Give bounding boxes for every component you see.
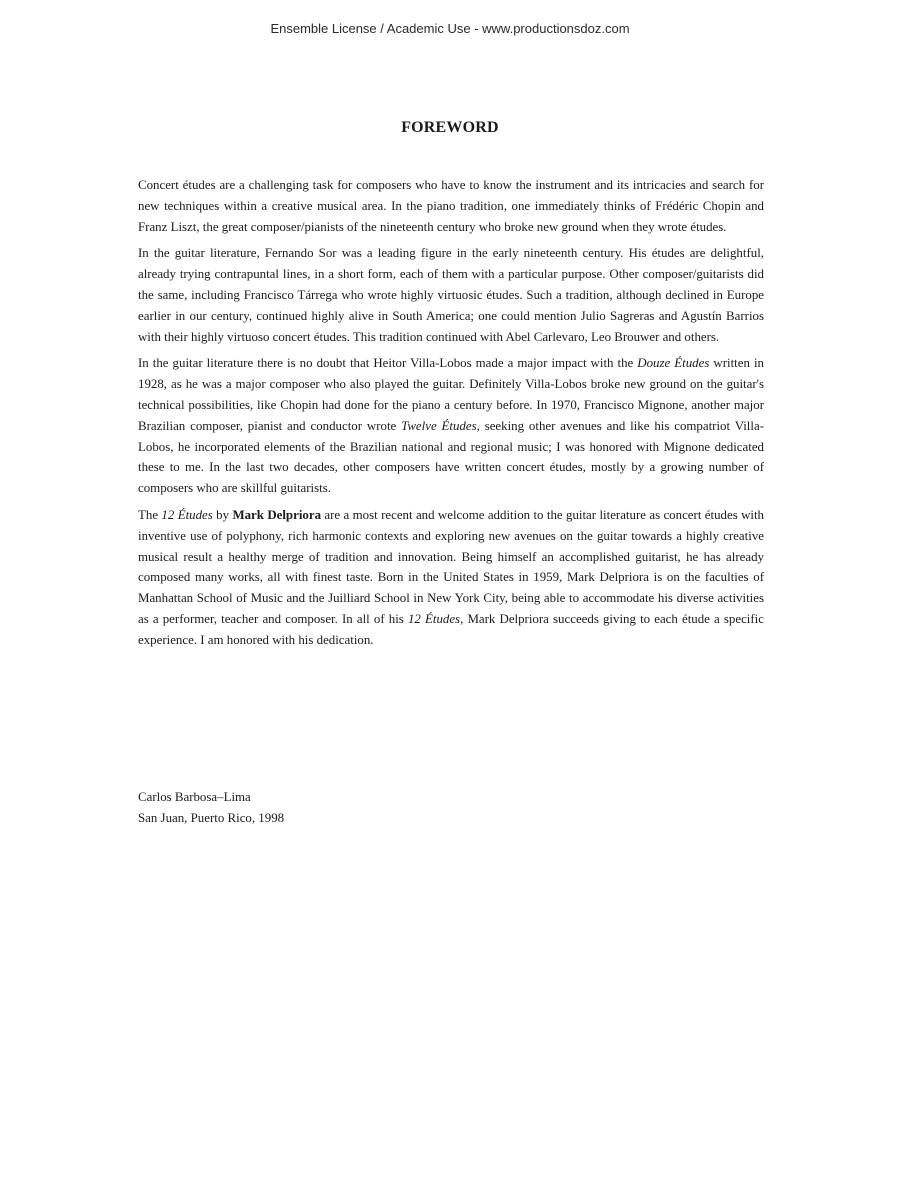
foreword-body xyxy=(138,175,764,657)
text-span: by xyxy=(212,507,233,522)
text-span: written in 1928, as he was a major composer who also played the guitar. Definitely Villa-Lobos broke new ground on the guitar's technical possibilities, like Chopin had done for the piano a century before. In 1970, Francisco Mignone, another major Brazilian composer, pianist and conductor wrote xyxy=(138,356,764,433)
work-title-12-etudes: 12 Études xyxy=(161,507,213,522)
page-title: FOREWORD xyxy=(401,119,499,136)
text-span: In the guitar literature there is no doubt that Heitor Villa-Lobos made a major impact with the xyxy=(138,356,638,371)
text-span: are a most recent and welcome addition to the guitar literature as concert études with inventive use of polyphony, rich harmonic contexts and exploring new avenues on the guitar towards a highly creative musical result a healthy merge of tradition and innovation. Being himself an accomplished guitarist, he has already composed many works, all with finest taste. Born in the United States in 1959, Mark Delpriora is on the faculties of Manhattan School of Music and the Juilliard School in New York City, being able to accommodate his diverse activities as a performer, teacher and composer. In all of his xyxy=(138,507,765,626)
work-title-twelve-etudes: Twelve Études xyxy=(401,418,477,433)
place-date: San Juan, Puerto Rico, 1998 xyxy=(138,810,285,825)
paragraph-1: Concert études are a challenging task for composers who have to know the instrument and its intricacies and search for new techniques within a creative musical area. In the piano tradition, one immediately thinks of Frédéric Chopin and Franz Liszt, the great composer/pianists of the nineteenth century who broke new ground when they wrote études. xyxy=(138,178,764,234)
license-header: Ensemble License / Academic Use - www.productionsdoz.com xyxy=(270,21,630,36)
signature-block xyxy=(138,787,284,828)
text-span: , seeking other avenues and like his compatriot Villa-Lobos, he incorporated elements of the Brazilian national and regional music; I was honored with Mignone dedicated these to me. In the last two decades, other composers have written concert études, mostly by a growing number of composers who are skillful guitarists. xyxy=(138,418,764,496)
composer-name: Mark Delpriora xyxy=(232,507,322,522)
paragraph-3 xyxy=(138,353,764,499)
text-span: The xyxy=(138,507,162,522)
work-title-douze-etudes: Douze Études xyxy=(637,356,710,371)
paragraph-4 xyxy=(138,505,764,651)
paragraph-2: In the guitar literature, Fernando Sor was a leading figure in the early nineteenth century. His études are delightful, already trying contrapuntal lines, in a short form, each of them with a particular purpose. Other composer/guitarists did the same, including Francisco Tárrega who wrote highly virtuosic études. Such a tradition, although declined in Europe earlier in our century, continued highly alive in South America; one could mention Julio Sagreras and Agustín Barrios with their highly virtuoso concert études. This tradition continued with Abel Carlevaro, Leo Brouwer and others. xyxy=(138,246,764,344)
work-title-12-etudes: 12 Études xyxy=(407,611,461,626)
author-name: Carlos Barbosa–Lima xyxy=(138,790,251,804)
text-span: , Mark Delpriora succeeds giving to each étude a specific experience. I am honored with his dedication. xyxy=(138,611,764,647)
